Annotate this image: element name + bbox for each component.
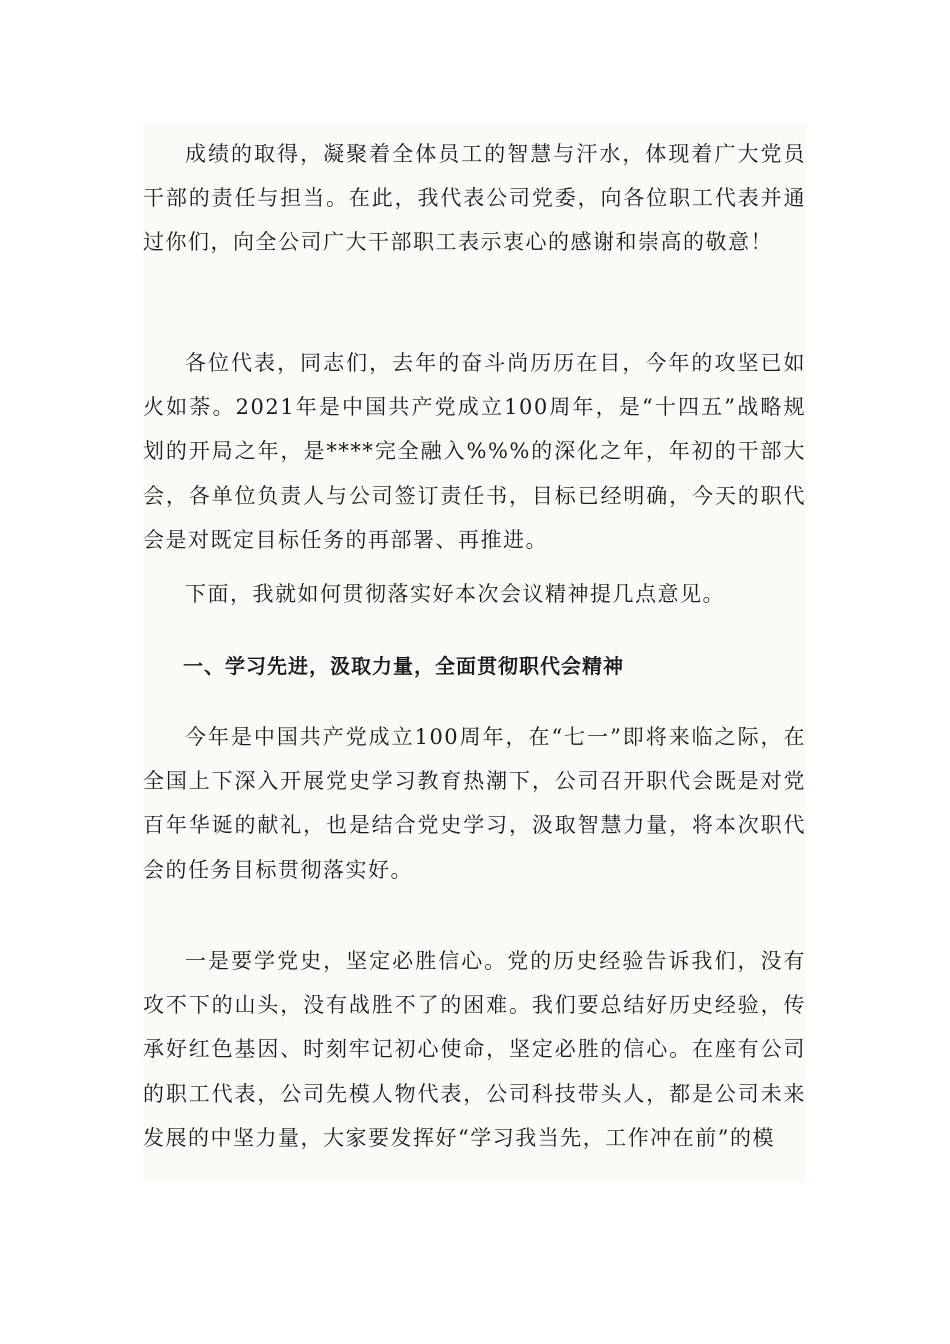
paragraph-intro-opinions: 下面，我就如何贯彻落实好本次会议精神提几点意见。 (185, 582, 725, 606)
document-page (143, 124, 806, 1182)
paragraph-centenary: 今年是中国共产党成立100周年，在“七一”即将来临之际，在全国上下深入开展党史学习教育热潮下，公司召开职代会既是对党百年华诞的献礼，也是结合党史学习，汲取智慧力量，将本次职代会的任务目标贯彻落实好。 (143, 725, 806, 882)
paragraph-party-history: 一是要学党史，坚定必胜信心。党的历史经验告诉我们，没有攻不下的山头，没有战胜不了的困难。我们要总结好历史经验，传承好红色基因、时刻牢记初心使命，坚定必胜的信心。在座有公司的职工代表，公司先模人物代表，公司科技带头人，都是公司未来发展的中坚力量，大家要发挥好“学习我当先，工作冲在前”的模 (143, 949, 806, 1150)
paragraph-gratitude: 成绩的取得，凝聚着全体员工的智慧与汗水，体现着广大党员干部的责任与担当。在此，我代表公司党委，向各位职工代表并通过你们，向全公司广大干部职工表示衷心的感谢和崇高的敬意！ (143, 142, 806, 255)
paragraph-delegates: 各位代表，同志们，去年的奋斗尚历历在目，今年的攻坚已如火如荼。2021年是中国共产党成立100周年，是“十四五”战略规划的开局之年，是****完全融入%%%的深化之年，年初的干部大会，各单位负责人与公司签订责任书，目标已经明确，今天的职代会是对既定目标任务的再部署、再推进。 (143, 351, 806, 552)
section-heading-1: 一、学习先进，汲取力量，全面贯彻职代会精神 (183, 654, 624, 678)
